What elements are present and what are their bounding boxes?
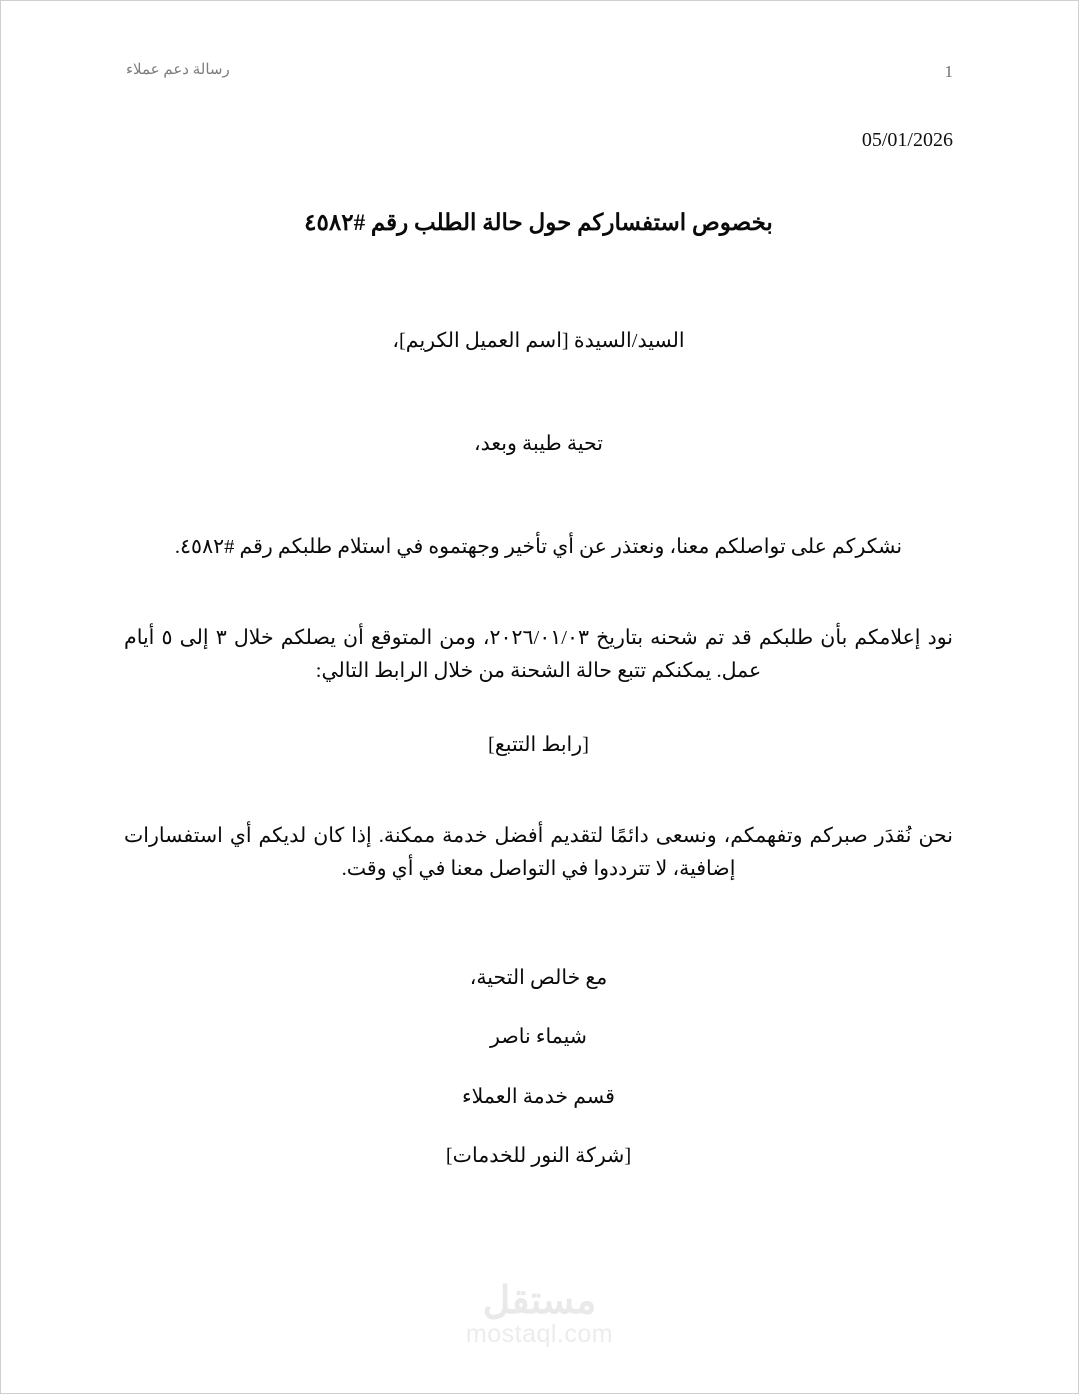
signature-company: [شركة النور للخدمات]: [445, 1144, 632, 1167]
mostaql-watermark: [1, 1282, 1078, 1347]
greeting-line: تحية طيبة وبعد،: [474, 432, 603, 455]
header-title: رسالة دعم عملاء: [126, 62, 230, 78]
mostaql-url: mostaql.com: [465, 1320, 614, 1348]
signature-block: [124, 962, 953, 1173]
salutation-line: السيد/السيدة [اسم العميل الكريم]،: [392, 329, 685, 352]
letter-body: [124, 206, 953, 1173]
spacer: [124, 358, 953, 428]
date-line: [123, 129, 953, 152]
body-paragraph-2: نود إعلامكم بأن طلبكم قد تم شحنه بتاريخ ٢٠٢٦/٠١/٠٣، ومن المتوقع أن يصلكم خلال ٣ إلى ٥ أيام عمل. يمكنكم تتبع حالة الشحنة من خلال الرابط التالي:: [124, 627, 954, 683]
page-number: 1: [944, 62, 953, 81]
body-paragraph-3: نحن نُقدَر صبركم وتفهمكم، ونسعى دائمًا لتقديم أفضل خدمة ممكنة. إذا كان لديكم أي استفسارات إضافية، لا تترددوا في التواصل معنا في أي وقت.: [124, 824, 953, 880]
signature-department: قسم خدمة العملاء: [462, 1085, 615, 1108]
signature-closing: مع خالص التحية،: [469, 967, 608, 990]
letter-subject-title: بخصوص استفساركم حول حالة الطلب رقم #٤٥٨٢: [304, 210, 773, 235]
spacer: [124, 461, 953, 531]
tracking-link-placeholder[interactable]: [رابط التتبع]: [488, 733, 589, 756]
body-paragraph-1: نشكركم على تواصلكم معنا، ونعتذر عن أي تأخير وجهتموه في استلام طلبكم رقم #٤٥٨٢.: [174, 535, 903, 558]
spacer: [124, 762, 953, 820]
spacer: [124, 689, 953, 729]
spacer: [124, 564, 953, 622]
document-header: [126, 63, 953, 89]
date-value: 05/01/2026: [861, 129, 953, 151]
mostaql-logo-icon: مستقل: [482, 1280, 597, 1322]
signature-name: شيماء ناصر: [490, 1026, 587, 1049]
